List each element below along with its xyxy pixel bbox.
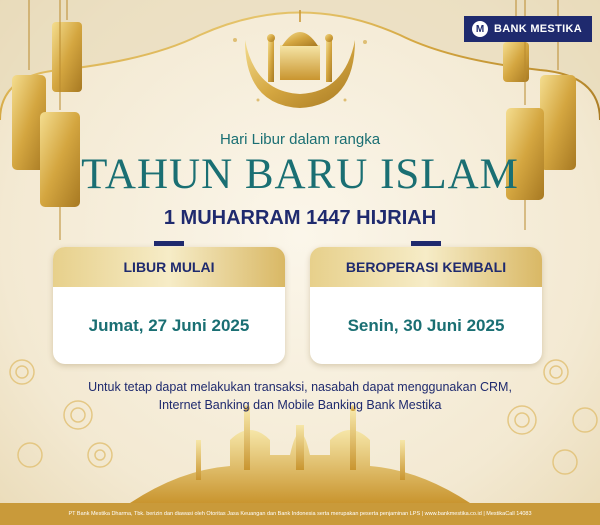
footer-disclaimer: PT Bank Mestika Dharma, Tbk. berizin dan diawasi oleh Otoritas Jasa Keuangan dan Bank Indonesia serta merupakan peserta penjaminan LPS | www.bankmestika.co.id | MestikaCall 14083 xyxy=(0,503,600,525)
card-label: BEROPERASI KEMBALI xyxy=(310,247,542,287)
bank-mestika-logo-text: BANK MESTIKA xyxy=(494,23,582,35)
card-date: Jumat, 27 Juni 2025 xyxy=(88,315,250,335)
info-line: Internet Banking dan Mobile Banking Bank Mestika xyxy=(158,398,442,412)
card-tab-accent xyxy=(154,241,184,246)
info-line: Untuk tetap dapat melakukan transaksi, nasabah dapat menggunakan CRM, xyxy=(88,380,512,394)
crescent-mosque-icon xyxy=(245,10,355,108)
resume-operations-card xyxy=(310,247,542,364)
mosque-silhouette-icon xyxy=(130,405,470,503)
bank-mestika-logo-mark: M xyxy=(472,21,488,37)
info-text xyxy=(60,378,540,414)
card-label: LIBUR MULAI xyxy=(53,247,285,287)
holiday-start-card xyxy=(53,247,285,364)
hijri-date: 1 MUHARRAM 1447 HIJRIAH xyxy=(163,207,437,229)
card-tab-accent xyxy=(411,241,441,246)
card-date: Senin, 30 Juni 2025 xyxy=(347,315,505,335)
bank-mestika-logo xyxy=(464,16,592,42)
page-title: TAHUN BARU ISLAM xyxy=(81,151,519,198)
subtitle: Hari Libur dalam rangka xyxy=(219,131,381,148)
